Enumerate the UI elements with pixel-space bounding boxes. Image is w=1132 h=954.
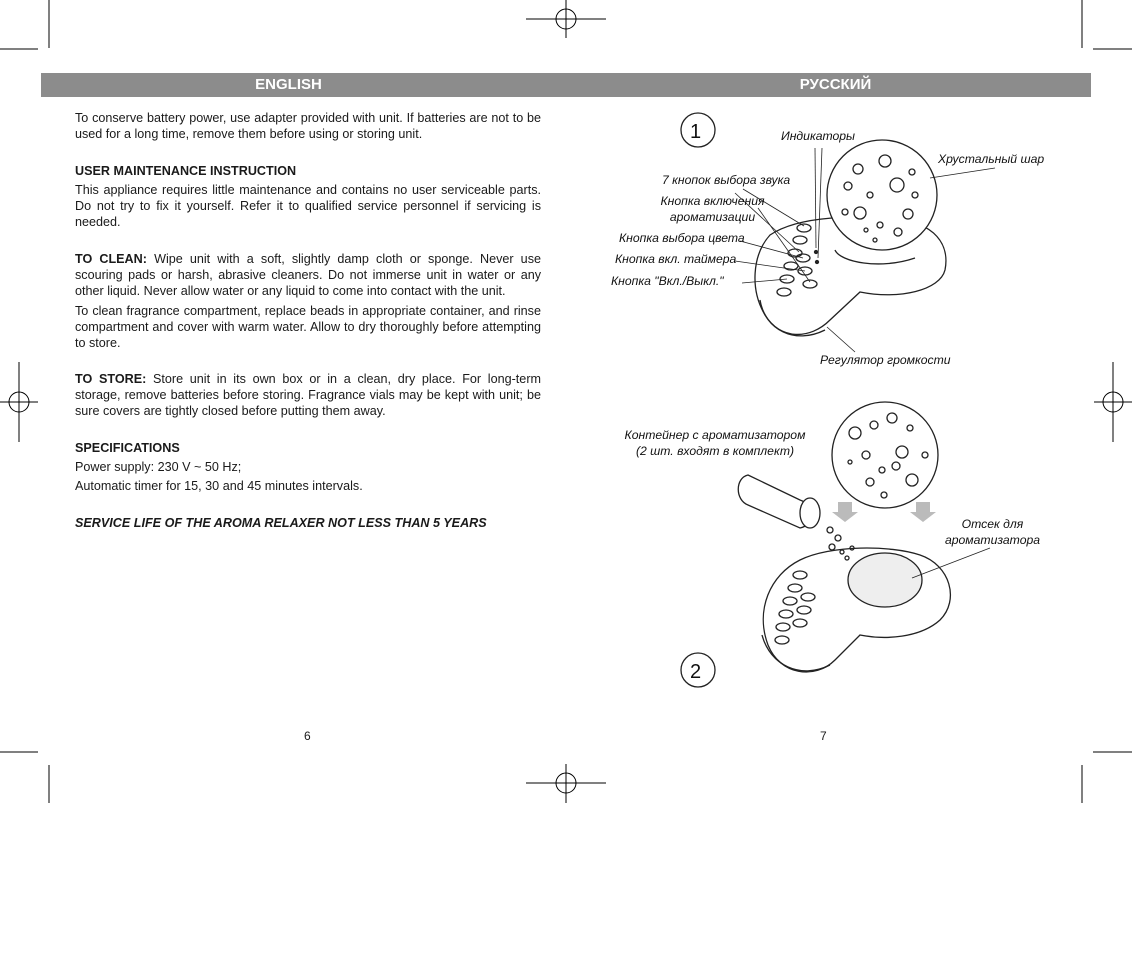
maintenance-heading: USER MAINTENANCE INSTRUCTION: [75, 164, 297, 178]
label-compartment-line2: ароматизатора: [944, 533, 1041, 547]
page-number-left: 6: [304, 729, 311, 743]
page-number-right: 7: [820, 729, 827, 743]
label-container-line1: Контейнер с ароматизатором: [624, 428, 806, 442]
clean-heading: TO CLEAN:: [75, 252, 147, 266]
label-indicators: Индикаторы: [781, 129, 856, 143]
store-heading: TO STORE:: [75, 372, 147, 386]
figure-2-number: 2: [690, 661, 702, 683]
label-volume-control: Регулятор громкости: [820, 353, 951, 367]
label-timer-button: Кнопка вкл. таймера: [615, 252, 737, 266]
label-aroma-button-line1: Кнопка включения: [660, 194, 765, 208]
header-english: ENGLISH: [255, 76, 322, 93]
clean-text: Wipe unit with a soft, slightly damp cloth or sponge. Never use scouring pads or harsh, abrasive cleaners. Do not immerse unit in water or any other liquid. Never allow water or any liquid to come into contact with the unit.: [75, 252, 541, 298]
label-container-line2: (2 шт. входят в комплект): [635, 444, 795, 458]
clean-text-2: To clean fragrance compartment, replace beads in appropriate container, and rinse compartment and cover with warm water. Allow to dry thoroughly before attempting to store.: [75, 304, 541, 350]
specifications-heading: SPECIFICATIONS: [75, 441, 180, 455]
label-compartment-line1: Отсек для: [961, 517, 1024, 531]
maintenance-text: This appliance requires little maintenance and contains no user serviceable parts. Do not try to fix it yourself. Refer it to qualified service personnel if servicing is needed.: [75, 183, 541, 229]
spec-line-1: Power supply: 230 V ~ 50 Hz;: [75, 460, 242, 474]
label-aroma-button-line2: ароматизации: [669, 210, 756, 224]
spec-line-2: Automatic timer for 15, 30 and 45 minutes intervals.: [75, 479, 363, 493]
label-power-button: Кнопка "Вкл./Выкл.": [611, 274, 724, 288]
intro-text: To conserve battery power, use adapter provided with unit. If batteries are not to be used for a long time, remove them before using or storing unit.: [75, 111, 541, 141]
label-crystal-ball: Хрустальный шар: [938, 152, 1045, 166]
header-russian: РУССКИЙ: [799, 76, 872, 93]
label-sound-buttons: 7 кнопок выбора звука: [662, 173, 791, 187]
figure-1-number: 1: [690, 121, 702, 143]
label-color-button: Кнопка выбора цвета: [619, 231, 745, 245]
store-text: Store unit in its own box or in a clean, dry place. For long-term storage, remove batteries before storing. Fragrance vials may be kept with unit; be sure covers are tightly closed before putting them away.: [75, 372, 541, 418]
service-life-text: SERVICE LIFE OF THE AROMA RELAXER NOT LESS THAN 5 YEARS: [75, 516, 487, 530]
